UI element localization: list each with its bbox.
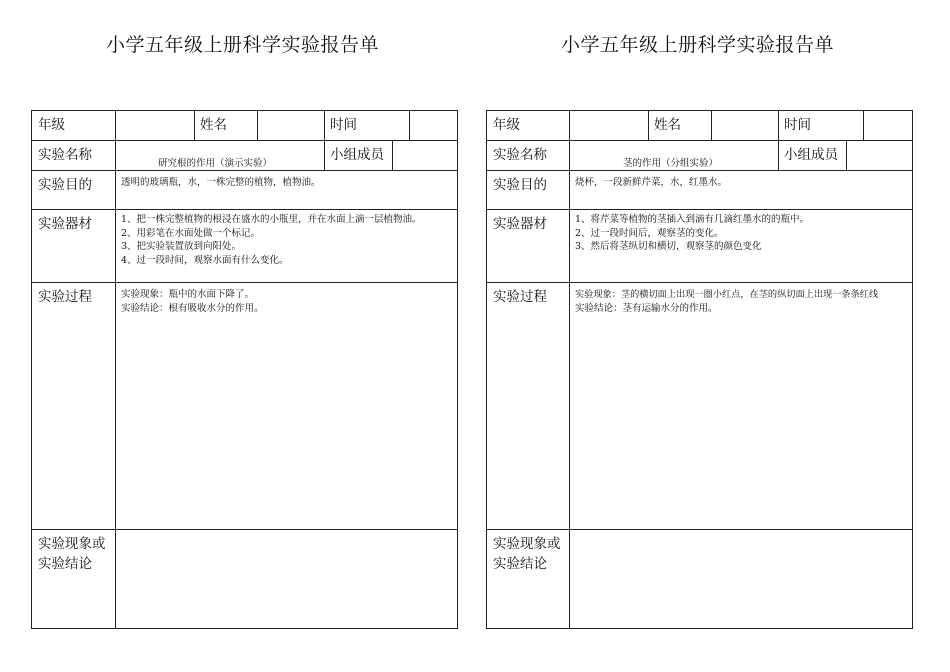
left-equipment-line: 4、过一段时间，观察水面有什么变化。 xyxy=(121,254,289,266)
left-name-label: 姓名 xyxy=(200,117,227,133)
left-equipment-line: 2、用彩笔在水面处做一个标记。 xyxy=(121,227,261,239)
right-row-purpose xyxy=(487,171,912,210)
right-row-process xyxy=(487,283,912,530)
left-result-label-2: 实验结论 xyxy=(38,556,92,572)
left-report-table xyxy=(31,110,458,629)
left-process-label: 实验过程 xyxy=(38,289,92,305)
right-row-result xyxy=(487,530,912,628)
right-row-exp-name xyxy=(487,141,912,171)
right-group-label: 小组成员 xyxy=(784,147,838,163)
left-process-line: 实验结论：根有吸收水分的作用。 xyxy=(121,302,264,314)
left-row-process xyxy=(32,283,457,530)
left-row-purpose xyxy=(32,171,457,210)
right-equipment-line: 1、将芹菜等植物的茎插入到滴有几滴红墨水的的瓶中。 xyxy=(575,214,810,225)
right-time-label: 时间 xyxy=(784,117,811,133)
left-row-equipment xyxy=(32,210,457,283)
right-row-grade xyxy=(487,111,912,141)
left-row-result xyxy=(32,530,457,628)
right-purpose-label: 实验目的 xyxy=(493,177,547,193)
right-process-line: 实验结论：茎有运输水分的作用。 xyxy=(575,302,718,314)
right-equipment-line: 2、过一段时间后，观察茎的变化。 xyxy=(575,227,724,239)
right-exp-name-label: 实验名称 xyxy=(493,147,547,163)
right-purpose-text: 烧杯，一段新鲜芹菜，水，红墨水。 xyxy=(575,177,728,188)
left-purpose-label: 实验目的 xyxy=(38,177,92,193)
right-exp-name-value: 茎的作用（分组实验） xyxy=(623,158,719,169)
right-equipment-line: 3、然后将茎纵切和横切，观察茎的颜色变化 xyxy=(575,241,762,252)
right-title: 小学五年级上册科学实验报告单 xyxy=(561,34,835,56)
right-report-table xyxy=(486,110,913,629)
left-title: 小学五年级上册科学实验报告单 xyxy=(106,34,380,56)
right-equipment-label: 实验器材 xyxy=(493,216,547,232)
right-result-label-2: 实验结论 xyxy=(493,556,547,572)
left-purpose-text: 透明的玻璃瓶，水，一株完整的植物，植物油。 xyxy=(121,177,321,188)
left-exp-name-value: 研究根的作用（演示实验） xyxy=(158,158,273,169)
right-grade-label: 年级 xyxy=(493,117,520,133)
left-equipment-label: 实验器材 xyxy=(38,216,92,232)
left-row-grade xyxy=(32,111,457,141)
left-equipment-line: 3、把实验装置放到向阳处。 xyxy=(121,241,242,252)
left-group-label: 小组成员 xyxy=(330,147,384,163)
right-process-line: 实验现象：茎的横切面上出现一圈小红点，在茎的纵切面上出现一条条红线 xyxy=(575,289,879,300)
left-time-label: 时间 xyxy=(330,117,357,133)
left-grade-label: 年级 xyxy=(38,117,65,133)
right-name-label: 姓名 xyxy=(654,117,681,133)
left-process-line: 实验现象：瓶中的水面下降了。 xyxy=(121,289,255,300)
right-process-label: 实验过程 xyxy=(493,289,547,305)
left-equipment-line: 1、把一株完整植物的根浸在盛水的小瓶里，并在水面上滴一层植物油。 xyxy=(121,214,422,225)
left-exp-name-label: 实验名称 xyxy=(38,147,92,163)
right-row-equipment xyxy=(487,210,912,283)
left-result-label-1: 实验现象或 xyxy=(38,536,106,552)
right-result-label-1: 实验现象或 xyxy=(493,536,561,552)
left-row-exp-name xyxy=(32,141,457,171)
